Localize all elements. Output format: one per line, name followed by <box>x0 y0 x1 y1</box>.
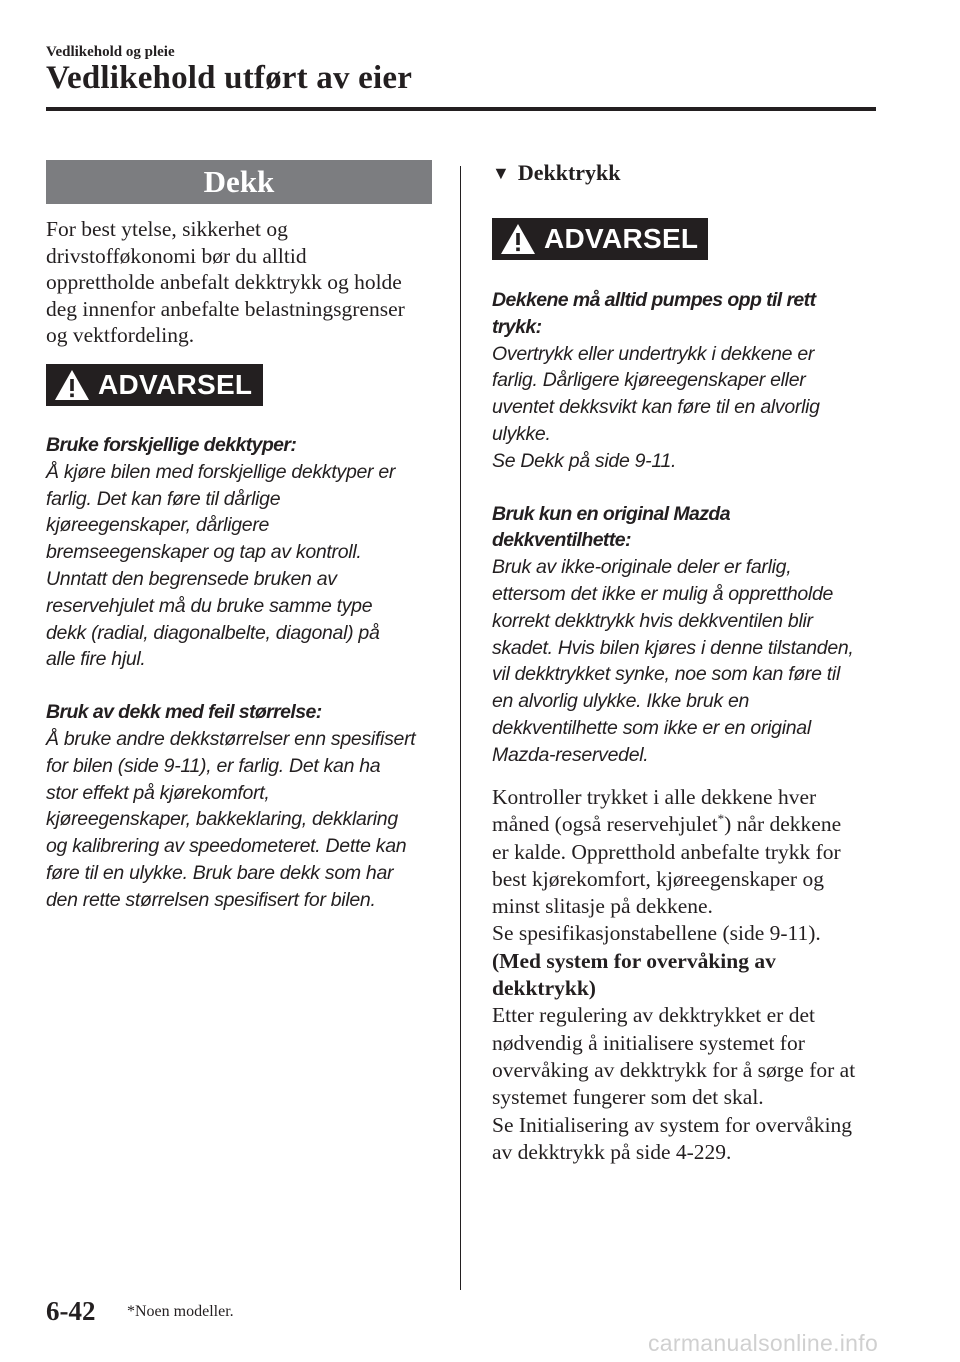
body-line: Etter regulering av dekktrykket er det <box>492 1003 815 1028</box>
warning-line: alle fire hjul. <box>46 648 146 671</box>
warning-line: korrekt dekktrykk hvis dekkventilen blir <box>492 609 813 632</box>
subsection-title-text: Dekktrykk <box>517 160 621 185</box>
warning-line: vil dekktrykket synke, noe som kan føre til <box>492 663 840 686</box>
column-divider <box>460 166 461 1290</box>
body-line: Se spesifikasjonstabellene (side 9-11). <box>492 921 821 946</box>
warning-line: Overtrykk eller undertrykk i dekkene er <box>492 342 815 365</box>
body-line: systemet fungerer som det skal. <box>492 1085 764 1110</box>
warning-label-text: ADVARSEL <box>98 369 253 400</box>
warning-line: skadet. Hvis bilen kjøres i denne tilstanden, <box>492 636 854 659</box>
warning-triangle-icon <box>54 369 90 401</box>
warning-heading: dekkventilhette: <box>492 529 631 552</box>
triangle-down-icon: ▼ <box>492 162 510 183</box>
intro-paragraph <box>46 216 446 349</box>
warning-line: Å kjøre bilen med forskjellige dekktyper er <box>46 460 396 483</box>
warning-triangle-icon <box>500 223 536 255</box>
body-line-part: måned (også reservehjulet <box>492 812 718 837</box>
bold-subheading: dekktrykk) <box>492 976 596 1001</box>
warning-line: Å bruke andre dekkstørrelser enn spesifisert <box>46 727 416 750</box>
bold-subheading: (Med system for overvåking av <box>492 948 776 973</box>
body-line <box>492 811 892 838</box>
footnote-marker: * <box>717 811 725 827</box>
warning-label-text: ADVARSEL <box>544 223 699 254</box>
warning-line: en alvorlig ulykke. Ikke bruk en <box>492 690 750 713</box>
warning-heading: trykk: <box>492 315 542 338</box>
body-line: overvåking av dekktrykk for å sørge for at <box>492 1057 856 1082</box>
intro-line: og vektfordeling. <box>46 323 195 347</box>
warning-line: føre til en ulykke. Bruk bare dekk som har <box>46 861 394 884</box>
warning-heading: Bruk kun en original Mazda <box>492 502 730 525</box>
warning-line: dekk (radial, diagonalbelte, diagonal) på <box>46 621 380 644</box>
body-paragraph <box>492 784 892 1166</box>
intro-line: deg innenfor anbefalte belastningsgrenser <box>46 296 405 321</box>
chapter-title: Vedlikehold utført av eier <box>46 60 413 96</box>
warning-item <box>492 287 882 475</box>
warning-line: farlig. Dårligere kjøreegenskaper eller <box>492 369 806 392</box>
warning-label <box>46 364 263 406</box>
warning-line: kjøreegenskaper, dårligere <box>46 514 270 537</box>
footnote: *Noen modeller. <box>127 1303 234 1320</box>
warning-line: Se Dekk på side 9-11. <box>492 449 677 472</box>
left-warning-block <box>46 432 446 914</box>
warning-line: Unntatt den begrensede bruken av <box>46 567 337 590</box>
page-number: 6-42 <box>46 1296 96 1326</box>
warning-line: farlig. Det kan føre til dårlige <box>46 487 281 510</box>
warning-line: reservehjulet må du bruke samme type <box>46 594 373 617</box>
body-line: best kjørekomfort, kjøreegenskaper og <box>492 866 824 891</box>
warning-line: ulykke. <box>492 422 551 445</box>
warning-line: og kalibrering av speedometeret. Dette kan <box>46 835 407 858</box>
warning-item <box>492 501 882 769</box>
warning-line: stor effekt på kjørekomfort, <box>46 781 270 804</box>
running-head: Vedlikehold og pleie <box>46 44 175 60</box>
warning-line: ettersom det ikke er mulig å opprettholde <box>492 582 834 605</box>
intro-line: drivstofføkonomi bør du alltid <box>46 243 307 268</box>
warning-item <box>46 699 446 913</box>
warning-line: den rette størrelsen spesifisert for bilen. <box>46 888 376 911</box>
warning-line: dekkventilhette som ikke er en original <box>492 716 811 739</box>
intro-line: opprettholde anbefalt dekktrykk og holde <box>46 270 402 294</box>
body-line: Se Initialisering av system for overvåking <box>492 1112 853 1137</box>
warning-line: Mazda-reservedel. <box>492 743 649 766</box>
subsection-title <box>492 160 621 186</box>
warning-heading: Bruk av dekk med feil størrelse: <box>46 701 322 724</box>
warning-heading: Dekkene må alltid pumpes opp til rett <box>492 289 816 311</box>
warning-line: kjøreegenskaper, bakkeklaring, dekklaring <box>46 808 398 831</box>
intro-line: For best ytelse, sikkerhet og <box>46 217 288 241</box>
body-line: av dekktrykk på side 4-229. <box>492 1139 732 1164</box>
warning-line: for bilen (side 9-11), er farlig. Det kan ha <box>46 754 381 777</box>
warning-heading: Bruke forskjellige dekktyper: <box>46 434 297 456</box>
body-line-part: ) når dekkene <box>724 812 842 837</box>
warning-label <box>492 218 708 260</box>
body-line: Kontroller trykket i alle dekkene hver <box>492 785 817 809</box>
body-line: nødvendig å initialisere systemet for <box>492 1030 805 1055</box>
warning-item <box>46 432 446 673</box>
title-rule <box>46 107 876 111</box>
body-line: minst slitasje på dekkene. <box>492 894 713 919</box>
section-title: Dekk <box>46 160 432 204</box>
body-line: er kalde. Oppretthold anbefalte trykk for <box>492 839 841 864</box>
warning-line: uventet dekksvikt kan føre til en alvorlig <box>492 396 820 419</box>
right-warning-block <box>492 287 882 769</box>
watermark: carmanualsonline.info <box>648 1330 879 1356</box>
warning-line: Bruk av ikke-originale deler er farlig, <box>492 556 792 579</box>
warning-line: bremseegenskaper og tap av kontroll. <box>46 541 362 564</box>
